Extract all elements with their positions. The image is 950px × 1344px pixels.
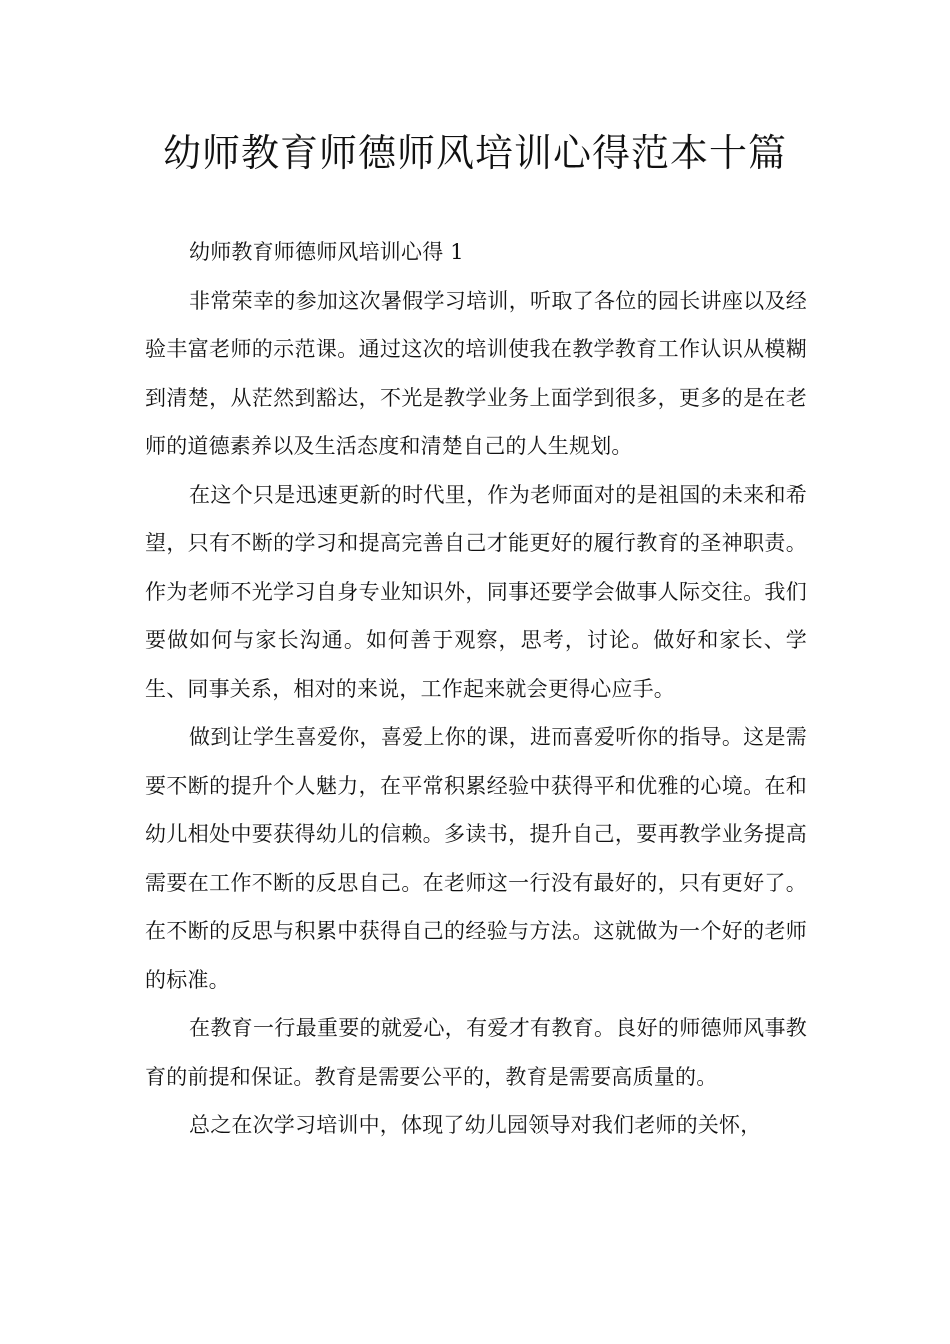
section-heading: 幼师教育师德师风培训心得 1 [189, 240, 464, 264]
document-title: 幼师教育师德师风培训心得范本十篇 [162, 131, 787, 175]
document-body [145, 228, 807, 1150]
paragraph-5: 总之在次学习培训中，体现了幼儿园领导对我们老师的关怀， [189, 1113, 762, 1137]
paragraph-3: 做到让学生喜爱你，喜爱上你的课，进而喜爱听你的指导。这是需要不断的提升个人魅力，在平常积累经验中获得平和优雅的心境。在和幼儿相处中要获得幼儿的信赖。多读书，提升自己，要再教学业务提高需要在工作不断的反思自己。在老师这一行没有最好的，只有更好了。在不断的反思与积累中获得自己的经验与方法。这就做为一个好的老师的标准。 [145, 725, 807, 992]
paragraph-1: 非常荣幸的参加这次暑假学习培训，听取了各位的园长讲座以及经验丰富老师的示范课。通过这次的培训使我在教学教育工作认识从模糊到清楚，从茫然到豁达，不光是教学业务上面学到很多，更多的是在老师的道德素养以及生活态度和清楚自己的人生规划。 [145, 288, 807, 458]
paragraph-4: 在教育一行最重要的就爱心，有爱才有教育。良好的师德师风事教育的前提和保证。教育是需要公平的，教育是需要高质量的。 [145, 1016, 807, 1089]
paragraph-2: 在这个只是迅速更新的时代里，作为老师面对的是祖国的未来和希望，只有不断的学习和提高完善自己才能更好的履行教育的圣神职责。作为老师不光学习自身专业知识外，同事还要学会做事人际交往。我们要做如何与家长沟通。如何善于观察，思考，讨论。做好和家长、学生、同事关系，相对的来说，工作起来就会更得心应手。 [145, 482, 807, 701]
